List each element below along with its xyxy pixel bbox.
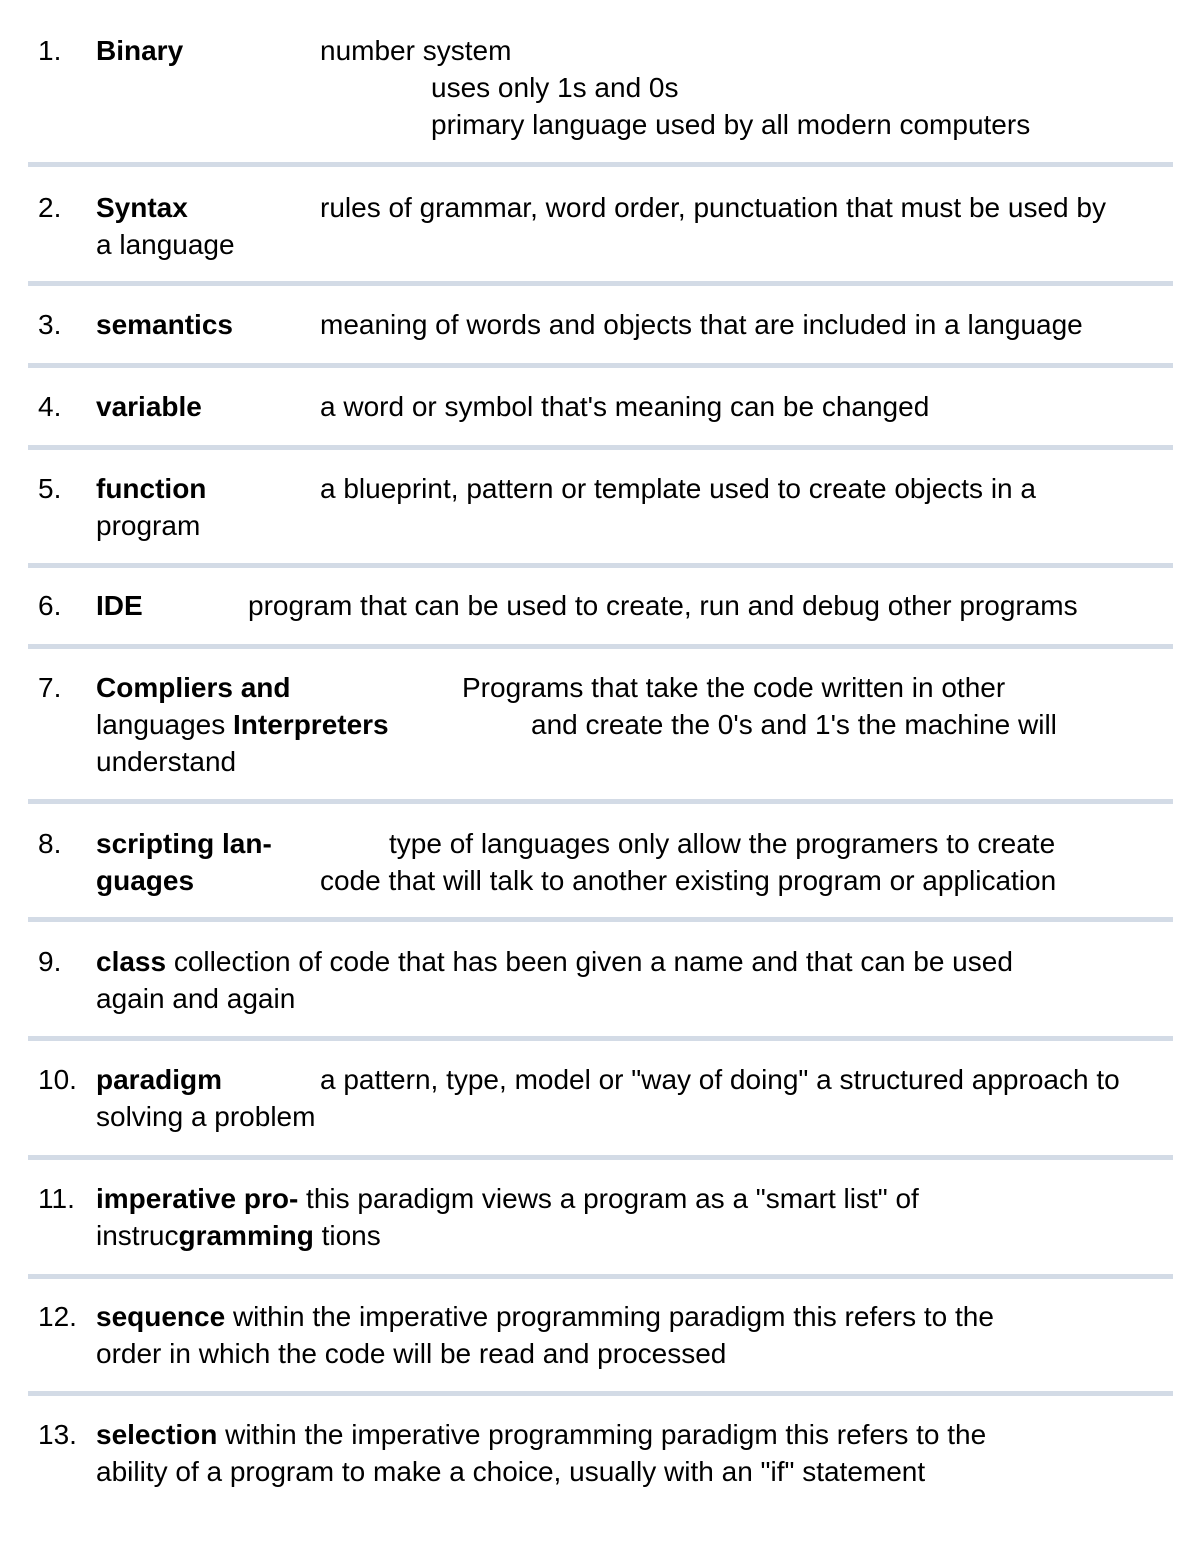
definition-text: a pattern, type, model or "way of doing" a structured approach to bbox=[320, 1064, 1120, 1095]
definition-text: again and again bbox=[96, 983, 296, 1014]
definition-text: uses only 1s and 0s bbox=[431, 72, 679, 103]
entry-number: 12. bbox=[38, 1301, 77, 1332]
term: imperative pro- bbox=[96, 1183, 299, 1214]
entry-number: 7. bbox=[38, 672, 62, 703]
term: Interpreters bbox=[233, 709, 389, 740]
entry-divider bbox=[28, 162, 1173, 167]
definition-text: Programs that take the code written in other bbox=[462, 672, 1006, 703]
entry-body bbox=[96, 943, 1173, 1017]
term: function bbox=[96, 473, 207, 504]
entry-body bbox=[96, 669, 1173, 780]
definition-text: a language bbox=[96, 229, 235, 260]
definition-text: ability of a program to make a choice, usually with an "if" statement bbox=[96, 1456, 926, 1487]
entry-number: 3. bbox=[38, 309, 62, 340]
entry-line bbox=[96, 1416, 1173, 1453]
definition-text: code that will talk to another existing program or application bbox=[320, 865, 1057, 896]
entry-number: 6. bbox=[38, 590, 62, 621]
definition-text: number system bbox=[320, 35, 512, 66]
entry-divider bbox=[28, 1036, 1173, 1041]
entry-divider bbox=[28, 799, 1173, 804]
entry-line bbox=[96, 862, 1173, 899]
definition-text: solving a problem bbox=[96, 1101, 316, 1132]
entry-body bbox=[96, 388, 1173, 425]
definition-text: within the imperative programming paradigm this refers to the bbox=[225, 1301, 994, 1332]
term: class bbox=[96, 946, 167, 977]
entry-divider bbox=[28, 445, 1173, 450]
entry-line bbox=[96, 69, 1173, 106]
entry-divider bbox=[28, 1391, 1173, 1396]
entry-number: 10. bbox=[38, 1064, 77, 1095]
definition-text: this paradigm views a program as a "smart list" of bbox=[298, 1183, 919, 1214]
entry-line bbox=[96, 106, 1173, 143]
entry-divider bbox=[28, 1274, 1173, 1279]
entry-divider bbox=[28, 1155, 1173, 1160]
entry-body bbox=[96, 1298, 1173, 1372]
entry-divider bbox=[28, 644, 1173, 649]
entry-line bbox=[96, 1217, 1173, 1254]
term: paradigm bbox=[96, 1064, 223, 1095]
entry-number: 4. bbox=[38, 391, 62, 422]
entry-number: 9. bbox=[38, 946, 62, 977]
entry-divider bbox=[28, 281, 1173, 286]
definition-text: a blueprint, pattern or template used to create objects in a bbox=[320, 473, 1036, 504]
entry-number: 11. bbox=[38, 1183, 75, 1214]
definition-text: program bbox=[96, 510, 201, 541]
entry-line bbox=[96, 306, 1173, 343]
term: semantics bbox=[96, 309, 233, 340]
entry-line bbox=[96, 470, 1173, 507]
entry-line bbox=[96, 1061, 1173, 1098]
term: IDE bbox=[96, 590, 143, 621]
entry-line bbox=[96, 388, 1173, 425]
definition-text: rules of grammar, word order, punctuation that must be used by bbox=[320, 192, 1106, 223]
definition-text: and create the 0's and 1's the machine will bbox=[531, 709, 1057, 740]
entry-divider bbox=[28, 363, 1173, 368]
entry-line bbox=[96, 1098, 1173, 1135]
entry-line bbox=[96, 1335, 1173, 1372]
entry-body bbox=[96, 1416, 1173, 1490]
entry-body bbox=[96, 587, 1173, 624]
entry-line bbox=[96, 507, 1173, 544]
term: gramming bbox=[178, 1220, 314, 1251]
term: Compliers and bbox=[96, 672, 291, 703]
entry-number: 5. bbox=[38, 473, 62, 504]
entry-body bbox=[96, 32, 1173, 143]
entry-line bbox=[96, 980, 1173, 1017]
term: selection bbox=[96, 1419, 218, 1450]
definition-text: type of languages only allow the programers to create bbox=[389, 828, 1056, 859]
term: guages bbox=[96, 865, 195, 896]
entry-line bbox=[96, 943, 1173, 980]
entry-line bbox=[96, 669, 1173, 706]
definition-text: program that can be used to create, run and debug other programs bbox=[248, 590, 1078, 621]
definition-text: languages bbox=[96, 709, 234, 740]
definition-text: within the imperative programming paradigm this refers to the bbox=[217, 1419, 987, 1450]
entry-line bbox=[96, 32, 1173, 69]
term: Binary bbox=[96, 35, 184, 66]
definition-text: order in which the code will be read and processed bbox=[96, 1338, 727, 1369]
entry-number: 13. bbox=[38, 1419, 77, 1450]
definition-text: a word or symbol that's meaning can be changed bbox=[320, 391, 930, 422]
entry-line bbox=[96, 587, 1173, 624]
entry-number: 1. bbox=[38, 35, 62, 66]
term: Syntax bbox=[96, 192, 188, 223]
term: variable bbox=[96, 391, 202, 422]
entry-number: 8. bbox=[38, 828, 62, 859]
definition-text: collection of code that has been given a name and that can be used bbox=[166, 946, 1013, 977]
definition-text: instruc bbox=[96, 1220, 179, 1251]
entry-line bbox=[96, 825, 1173, 862]
entry-divider bbox=[28, 563, 1173, 568]
entry-body bbox=[96, 1180, 1173, 1254]
entry-body bbox=[96, 306, 1173, 343]
entry-line bbox=[96, 1180, 1173, 1217]
entry-line bbox=[96, 189, 1173, 226]
entry-line bbox=[96, 226, 1173, 263]
definition-text: primary language used by all modern computers bbox=[431, 109, 1031, 140]
entry-body bbox=[96, 470, 1173, 544]
definition-text: understand bbox=[96, 746, 237, 777]
entry-body bbox=[96, 825, 1173, 899]
entry-number: 2. bbox=[38, 192, 62, 223]
term: scripting lan- bbox=[96, 828, 272, 859]
entry-line bbox=[96, 1298, 1173, 1335]
definition-text: tions bbox=[313, 1220, 381, 1251]
term: sequence bbox=[96, 1301, 226, 1332]
entry-body bbox=[96, 1061, 1173, 1135]
entry-line bbox=[96, 743, 1173, 780]
entry-line bbox=[96, 1453, 1173, 1490]
entry-divider bbox=[28, 917, 1173, 922]
entry-body bbox=[96, 189, 1173, 263]
definition-text: meaning of words and objects that are included in a language bbox=[320, 309, 1083, 340]
entry-line bbox=[96, 706, 1173, 743]
